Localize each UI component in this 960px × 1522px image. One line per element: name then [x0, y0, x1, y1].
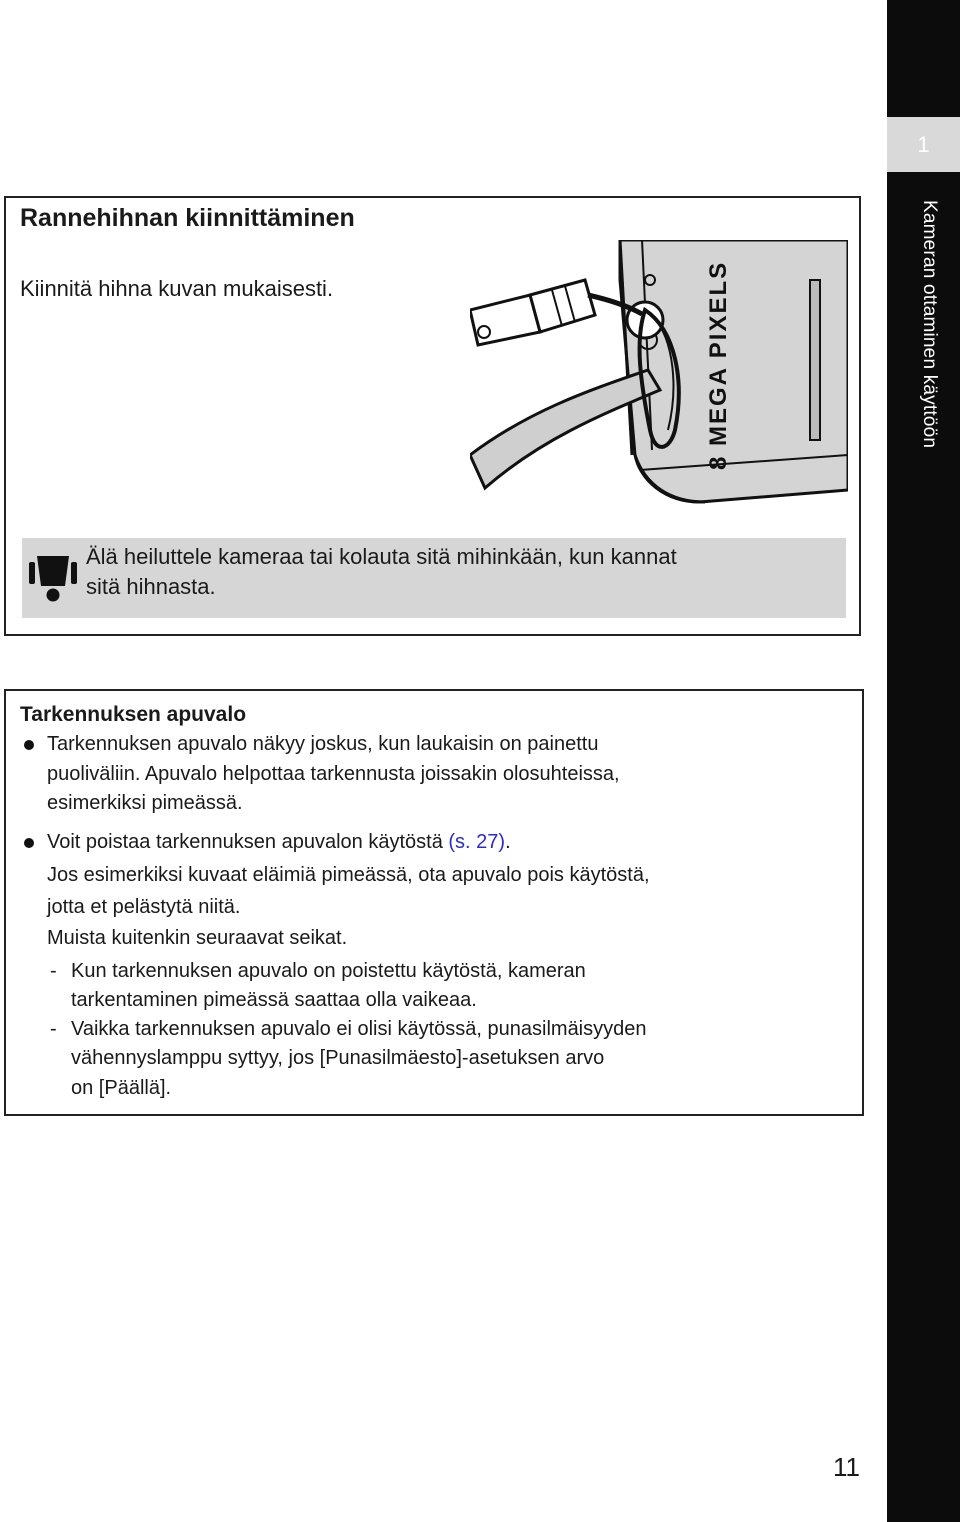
- focus-assist-heading: Tarkennuksen apuvalo: [20, 703, 247, 726]
- bullet2-period: .: [505, 831, 511, 853]
- camera-model-text: 8 MEGA PIXELS: [705, 260, 732, 470]
- bullet2-line-2: Jos esimerkiksi kuvaat eläimiä pimeässä, ota apuvalo pois käytöstä,: [47, 864, 650, 886]
- dash2-line-3: on [Päällä].: [71, 1077, 172, 1099]
- strap-instruction: Kiinnitä hihna kuvan mukaisesti.: [20, 276, 334, 301]
- dash2-line-2: vähennyslamppu syttyy, jos [Punasilmäesto]-asetuksen arvo: [71, 1047, 605, 1069]
- dash-marker: -: [50, 1018, 57, 1040]
- chapter-title: Kameran ottaminen käyttöön: [919, 200, 940, 449]
- strap-heading: Rannehihnan kiinnittäminen: [20, 204, 355, 232]
- bullet2-line-3: jotta et pelästytä niitä.: [47, 896, 241, 918]
- dash-marker: -: [50, 960, 57, 982]
- caution-text: [86, 542, 826, 602]
- wrist-strap-illustration: [470, 240, 848, 512]
- page-number: 11: [833, 1452, 860, 1482]
- bullet2-text: Voit poistaa tarkennuksen apuvalon käytöstä: [47, 831, 449, 853]
- bullet1-line-2: puoliväliin. Apuvalo helpottaa tarkennusta joissakin olosuhteissa,: [47, 763, 620, 785]
- caution-icon: [29, 552, 77, 602]
- chapter-number: 1: [887, 117, 960, 172]
- bullet2-line-1: [47, 829, 511, 855]
- bullet-marker: [24, 838, 34, 848]
- dash2-line-1: Vaikka tarkennuksen apuvalo ei olisi käytössä, punasilmäisyyden: [71, 1018, 647, 1040]
- caution-line-1: Älä heiluttele kameraa tai kolauta sitä mihinkään, kun kannat: [86, 544, 677, 569]
- bullet2-line-4: Muista kuitenkin seuraavat seikat.: [47, 927, 348, 949]
- bullet1-line-1: Tarkennuksen apuvalo näkyy joskus, kun laukaisin on painettu: [47, 733, 599, 755]
- dash1-line-2: tarkentaminen pimeässä saattaa olla vaikeaa.: [71, 989, 477, 1011]
- bullet1-line-3: esimerkiksi pimeässä.: [47, 792, 243, 814]
- caution-line-2: sitä hihnasta.: [86, 574, 216, 599]
- page-reference-link[interactable]: (s. 27): [448, 831, 506, 853]
- dash1-line-1: Kun tarkennuksen apuvalo on poistettu käytöstä, kameran: [71, 960, 586, 982]
- bullet-marker: [24, 740, 34, 750]
